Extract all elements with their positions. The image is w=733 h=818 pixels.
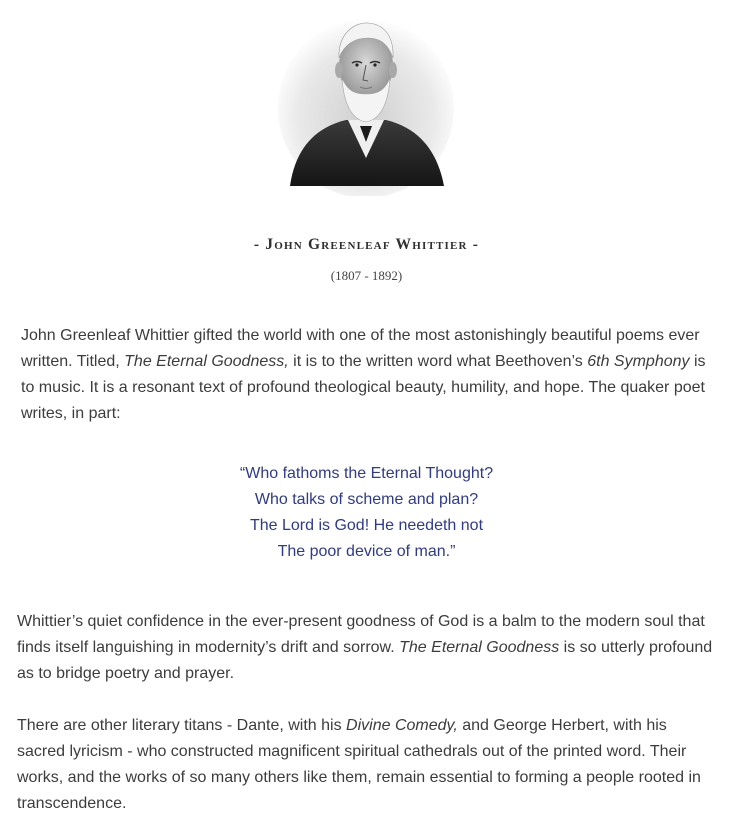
author-lifespan: (1807 - 1892) (330, 268, 403, 283)
quote-line: Who talks of scheme and plan? (254, 491, 479, 508)
quote-line: The poor device of man.” (277, 543, 456, 560)
intro-paragraph: John Greenleaf Whittier gifted the world with one of the most astonishingly beautiful poems ever written. Titled, The Eternal Goodness, it is to the written word what Beethoven’s 6th Symphony is to music. It is a resonant text of profound theological beauty, humility, and hope. The quaker poet writes, in part: (21, 327, 706, 422)
quote-line: “Who fathoms the Eternal Thought? (239, 465, 494, 482)
portrait-engraving (276, 8, 456, 196)
symphony-title: 6th Symphony (587, 353, 690, 370)
poem-quote (0, 461, 733, 565)
poem-title: The Eternal Goodness (399, 639, 560, 656)
divine-comedy-title: Divine Comedy, (346, 717, 458, 734)
author-name-heading: - John Greenleaf Whittier - (253, 236, 480, 253)
body-paragraph-2: Whittier’s quiet confidence in the ever-present goodness of God is a balm to the modern soul that finds itself languishing in modernity’s drift and sorrow. The Eternal Goodness is so utterly profound as to bridge poetry and prayer. (17, 613, 713, 682)
body-paragraph-3: There are other literary titans - Dante, with his Divine Comedy, and George Herbert, with his sacred lyricism - who constructed magnificent spiritual cathedrals out of the printed word. Their works, and the works of so many others like them, remain essential to forming a people rooted in transcendence. (17, 717, 701, 812)
quote-line: The Lord is God! He needeth not (249, 517, 484, 534)
poem-title: The Eternal Goodness, (124, 353, 289, 370)
